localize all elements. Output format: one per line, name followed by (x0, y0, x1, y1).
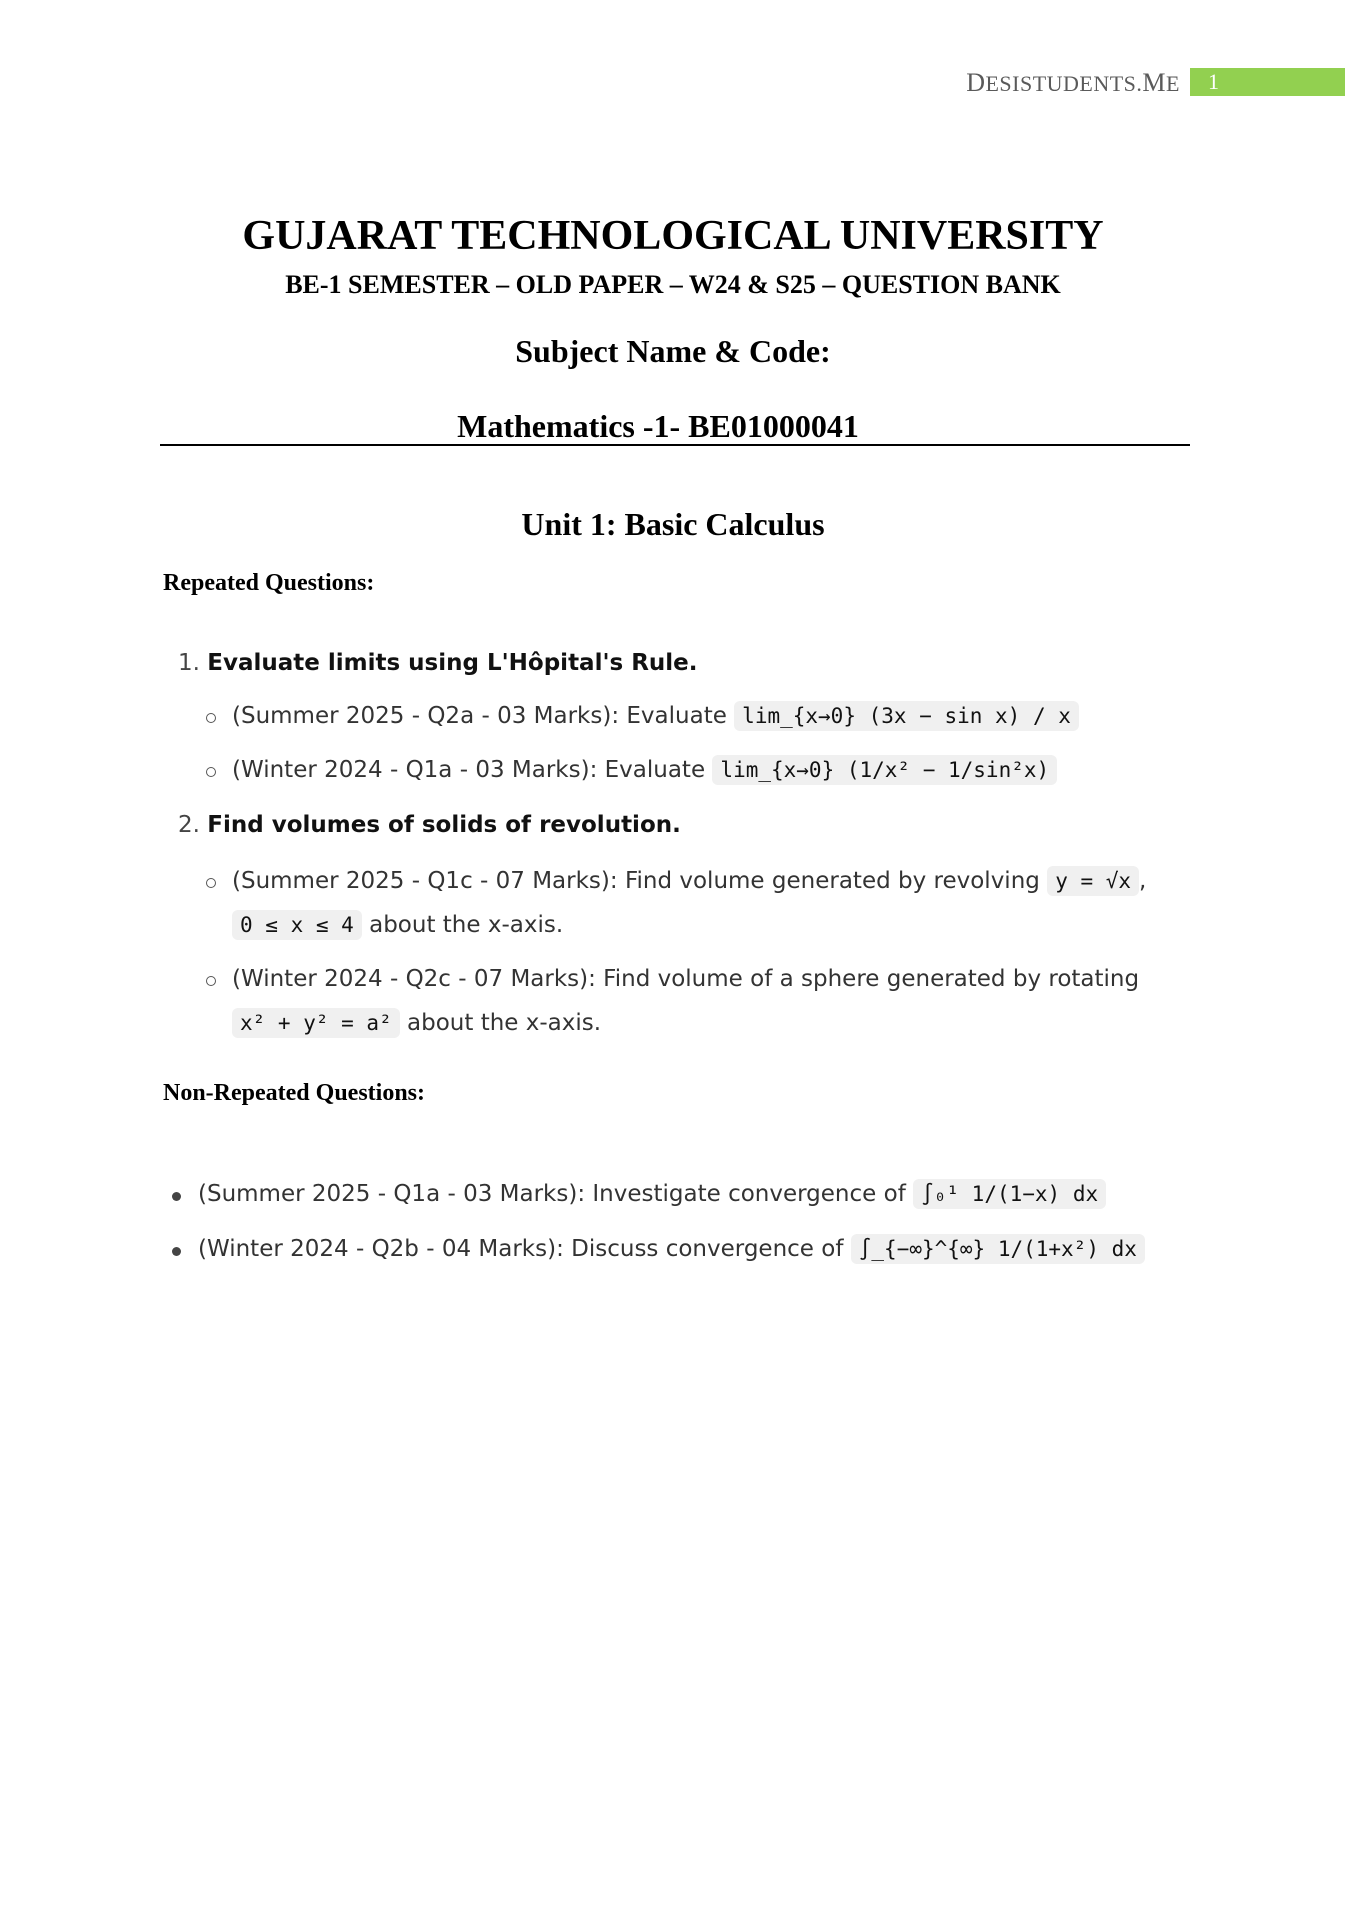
question-topic-text: Find volumes of solids of revolution. (207, 812, 681, 838)
question-text: (Winter 2024 - Q1a - 03 Marks): Evaluate (232, 757, 706, 783)
subject-label: Subject Name & Code: (515, 333, 831, 369)
page-number-badge (1190, 68, 1345, 96)
semester-subtitle: BE-1 SEMESTER – OLD PAPER – W24 & S25 – QUESTION BANK (285, 270, 1061, 299)
punctuation: , (1139, 868, 1147, 894)
question-item-continuation (232, 1010, 601, 1036)
unit-title: Unit 1: Basic Calculus (521, 506, 825, 542)
bullet-icon (172, 1192, 181, 1201)
math-expression: y = √x (1047, 866, 1139, 896)
university-title: GUJARAT TECHNOLOGICAL UNIVERSITY (242, 213, 1104, 259)
question-text: (Winter 2024 - Q2b - 04 Marks): Discuss convergence of (198, 1236, 844, 1262)
question-text: (Summer 2025 - Q2a - 03 Marks): Evaluate (232, 703, 727, 729)
question-item (198, 1181, 1106, 1207)
repeated-questions-heading: Repeated Questions: (163, 570, 375, 596)
sub-bullet-icon (206, 713, 216, 723)
math-expression: x² + y² = a² (232, 1008, 400, 1038)
bullet-icon (172, 1247, 181, 1256)
sub-bullet-icon (206, 878, 216, 888)
question-text: (Summer 2025 - Q1a - 03 Marks): Investigate convergence of (198, 1181, 906, 1207)
question-number: 1. (178, 650, 200, 676)
question-item (232, 966, 1139, 992)
question-item (232, 868, 1146, 894)
question-text: about the x-axis. (407, 1010, 602, 1036)
math-expression: lim_{x→0} (3x − sin x) / x (734, 701, 1079, 731)
subject-name-code: Mathematics -1- BE01000041 (457, 408, 859, 444)
math-expression: lim_{x→0} (1/x² − 1/sin²x) (712, 755, 1057, 785)
question-topic (178, 650, 698, 676)
math-expression: ∫₀¹ 1/(1−x) dx (913, 1179, 1106, 1209)
question-text: (Winter 2024 - Q2c - 07 Marks): Find volume of a sphere generated by rotating (232, 966, 1140, 992)
question-topic (178, 812, 681, 838)
question-item-continuation (232, 912, 563, 938)
page-number: 1 (1208, 69, 1219, 94)
title-divider (160, 444, 1190, 446)
question-item (232, 757, 1057, 783)
site-brand: DESISTUDENTS.ME (966, 68, 1180, 97)
question-number: 2. (178, 812, 200, 838)
sub-bullet-icon (206, 767, 216, 777)
math-expression: 0 ≤ x ≤ 4 (232, 910, 362, 940)
question-item (232, 703, 1079, 729)
question-text: (Summer 2025 - Q1c - 07 Marks): Find volume generated by revolving (232, 868, 1040, 894)
question-item (198, 1236, 1145, 1262)
math-expression: ∫_{−∞}^{∞} 1/(1+x²) dx (851, 1234, 1145, 1264)
non-repeated-questions-heading: Non-Repeated Questions: (163, 1080, 425, 1106)
question-text: about the x-axis. (369, 912, 564, 938)
question-topic-text: Evaluate limits using L'Hôpital's Rule. (207, 650, 698, 676)
sub-bullet-icon (206, 976, 216, 986)
